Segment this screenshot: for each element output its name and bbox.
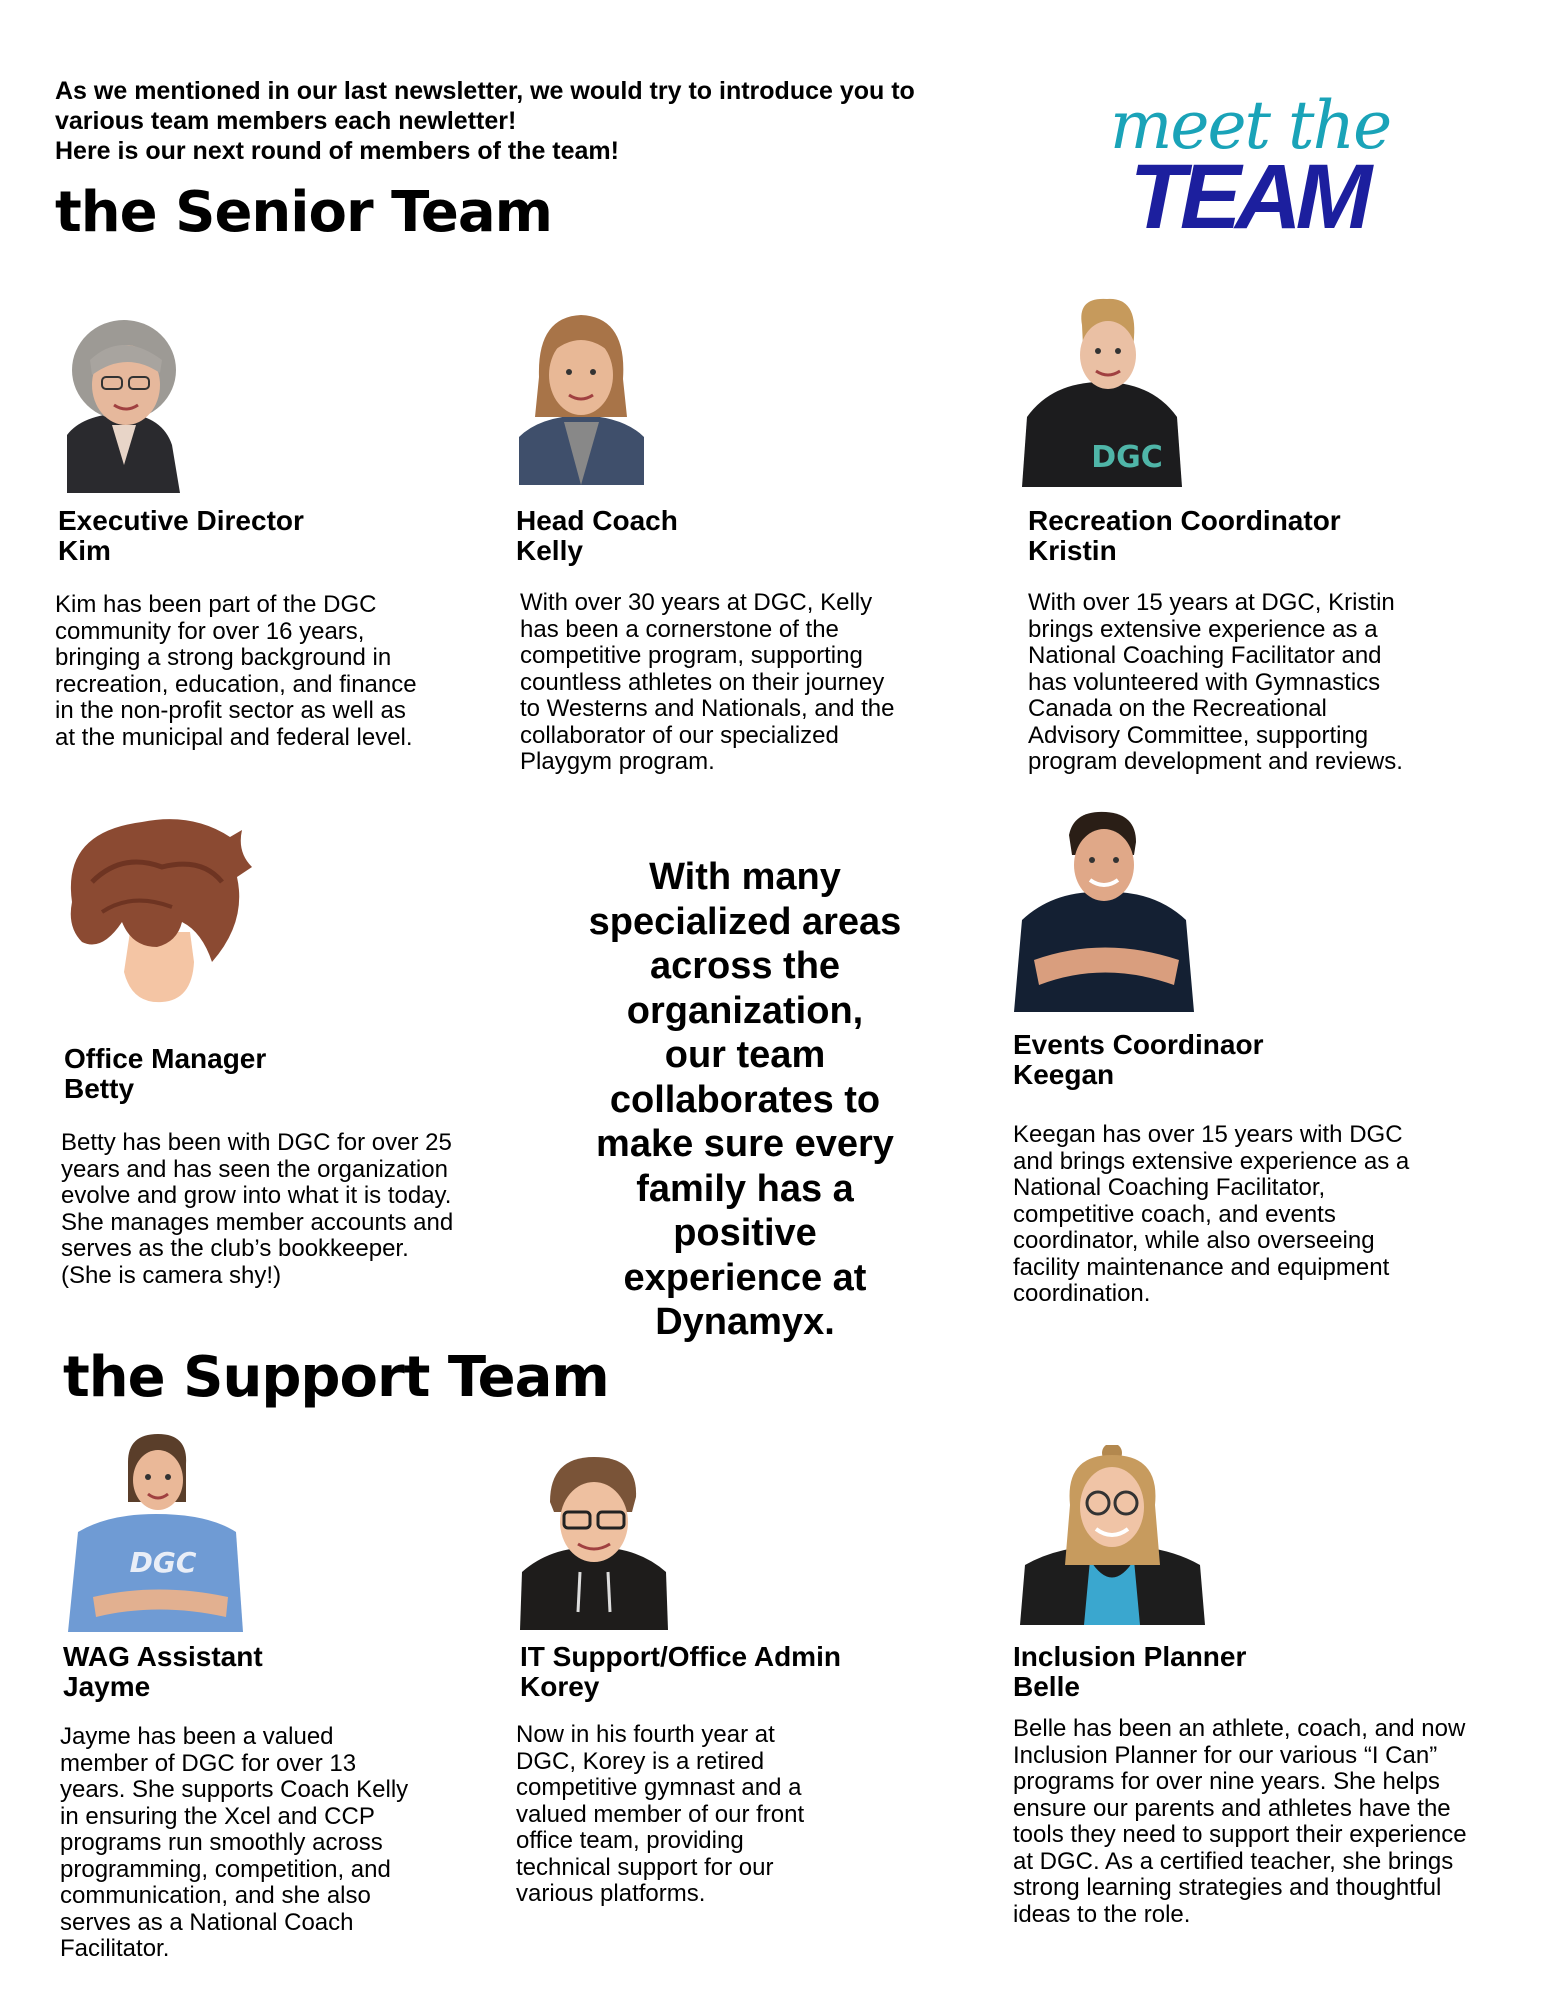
korey-bio-line: various platforms.	[516, 1880, 706, 1907]
kelly-name: Kelly	[516, 535, 583, 566]
korey-bio-line: Now in his fourth year at	[516, 1721, 775, 1748]
kristin-hoodie-text: DGC	[1091, 440, 1163, 475]
belle-bio-line: Inclusion Planner for our various “I Can”	[1013, 1741, 1438, 1769]
keegan-bio-line: Keegan has over 15 years with DGC	[1013, 1121, 1403, 1148]
korey-bio	[516, 1722, 804, 1908]
kelly-bio	[520, 590, 894, 776]
intro-line-2: various team members each newletter!	[55, 107, 517, 135]
korey-photo	[520, 1452, 668, 1630]
betty-bio-line: serves as the club’s bookkeeper.	[61, 1235, 409, 1262]
betty-bio-line: Betty has been with DGC for over 25	[61, 1129, 452, 1156]
kristin-bio-line: brings extensive experience as a	[1028, 615, 1378, 643]
quote-line: family has a	[636, 1167, 854, 1210]
belle-bio-line: tools they need to support their experience	[1013, 1821, 1467, 1848]
kim-bio-line: bringing a strong background in	[55, 644, 392, 671]
quote-line: specialized areas	[588, 900, 902, 943]
intro-line-1: As we mentioned in our last newsletter, we would try to introduce you to	[55, 77, 915, 105]
kelly-bio-line: to Westerns and Nationals, and the	[520, 695, 895, 722]
quote-line: organization,	[626, 989, 864, 1032]
kim-name: Kim	[58, 535, 111, 566]
korey-role: IT Support/Office Admin	[520, 1641, 841, 1672]
kelly-bio-line: competitive program, supporting	[520, 642, 863, 669]
jayme-bio-line: in ensuring the Xcel and CCP	[60, 1802, 375, 1830]
jayme-bio-line: member of DGC for over 13	[60, 1749, 357, 1777]
keegan-role: Events Coordinaor	[1013, 1029, 1264, 1060]
betty-name: Betty	[64, 1073, 135, 1104]
quote-line: collaborates to	[609, 1078, 881, 1121]
jayme-name: Jayme	[63, 1671, 151, 1702]
betty-bio-line: years and has seen the organization	[61, 1155, 448, 1183]
belle-bio-line: ideas to the role.	[1013, 1900, 1191, 1928]
kelly-bio-line: countless athletes on their journey	[520, 668, 885, 696]
belle-bio-line: strong learning strategies and thoughtful	[1013, 1874, 1442, 1901]
kelly-bio-line: has been a cornerstone of the	[520, 615, 839, 643]
belle-name: Belle	[1013, 1671, 1080, 1702]
korey-bio-line: DGC, Korey is a retired	[516, 1747, 765, 1775]
kristin-bio	[1028, 590, 1403, 776]
kristin-bio-line: Canada on the Recreational	[1028, 695, 1327, 722]
belle-bio-line: ensure our parents and athletes have the	[1013, 1794, 1451, 1822]
senior-team-title: the Senior Team	[55, 180, 552, 245]
kristin-bio-line: has volunteered with Gymnastics	[1028, 668, 1381, 696]
betty-role: Office Manager	[64, 1043, 267, 1074]
betty-bio	[61, 1130, 453, 1289]
quote-line: With many	[649, 856, 841, 898]
keegan-photo	[1014, 810, 1194, 1012]
kristin-role: Recreation Coordinator	[1028, 505, 1341, 536]
jayme-bio	[60, 1724, 408, 1963]
jayme-role: WAG Assistant	[63, 1641, 263, 1672]
support-team-title: the Support Team	[63, 1345, 609, 1410]
belle-role: Inclusion Planner	[1013, 1641, 1247, 1672]
kim-role: Executive Director	[58, 505, 304, 536]
quote-line: across the	[649, 945, 841, 987]
keegan-name: Keegan	[1013, 1059, 1115, 1090]
intro-line-3: Here is our next round of members of the team!	[55, 137, 619, 165]
betty-bio-line: (She is camera shy!)	[61, 1261, 282, 1289]
kristin-bio-line: With over 15 years at DGC, Kristin	[1028, 589, 1395, 616]
korey-bio-line: valued member of our front	[516, 1800, 805, 1828]
kristin-name: Kristin	[1028, 535, 1117, 566]
betty-bio-line: evolve and grow into what it is today.	[61, 1182, 452, 1209]
belle-bio-line: Belle has been an athlete, coach, and now	[1013, 1715, 1466, 1742]
jayme-bio-line: Jayme has been a valued	[60, 1723, 334, 1750]
kelly-role: Head Coach	[516, 505, 678, 536]
kristin-photo	[1022, 297, 1182, 487]
korey-name: Korey	[520, 1671, 600, 1702]
kim-bio-line: recreation, education, and finance	[55, 670, 417, 698]
betty-avatar	[62, 812, 252, 1004]
intro-text	[55, 76, 1055, 166]
keegan-bio-line: coordination.	[1013, 1280, 1151, 1307]
jayme-bio-line: communication, and she also	[60, 1882, 371, 1909]
keegan-bio-line: National Coaching Facilitator,	[1013, 1174, 1326, 1201]
belle-photo	[1020, 1445, 1205, 1625]
quote-line: make sure every	[596, 1123, 894, 1165]
korey-bio-line: technical support for our	[516, 1853, 774, 1881]
korey-bio-line: competitive gymnast and a	[516, 1774, 802, 1801]
jayme-bio-line: programming, competition, and	[60, 1855, 391, 1883]
jayme-bio-line: Facilitator.	[60, 1935, 170, 1962]
keegan-bio-line: competitive coach, and events	[1013, 1200, 1336, 1228]
meet-the-team-logo	[1100, 70, 1400, 240]
jayme-photo	[68, 1432, 243, 1632]
quote-line: our team	[664, 1034, 826, 1076]
quote-line: experience at	[623, 1256, 867, 1299]
kim-photo	[62, 315, 187, 493]
belle-bio-line: at DGC. As a certified teacher, she brings	[1013, 1847, 1454, 1875]
team-quote	[555, 855, 935, 1345]
kristin-bio-line: program development and reviews.	[1028, 748, 1403, 775]
kim-bio-line: in the non-profit sector as well as	[55, 697, 406, 724]
kim-bio	[55, 592, 417, 751]
kim-bio-line: Kim has been part of the DGC	[55, 591, 377, 618]
logo-line-2: TEAM	[1129, 146, 1367, 240]
logo-line-1: meet the	[1109, 87, 1391, 164]
jayme-bio-line: serves as a National Coach	[60, 1908, 354, 1936]
keegan-bio	[1013, 1122, 1409, 1308]
kim-bio-line: community for over 16 years,	[55, 617, 365, 645]
kristin-bio-line: Advisory Committee, supporting	[1028, 721, 1369, 749]
kelly-bio-line: Playgym program.	[520, 748, 715, 775]
jayme-shirt-text: DGC	[129, 1546, 197, 1579]
quote-line: Dynamyx.	[655, 1301, 835, 1343]
jayme-bio-line: years. She supports Coach Kelly	[60, 1776, 409, 1803]
korey-bio-line: office team, providing	[516, 1827, 744, 1854]
belle-bio-line: programs for over nine years. She helps	[1013, 1768, 1440, 1795]
quote-line: positive	[673, 1212, 817, 1254]
kristin-bio-line: National Coaching Facilitator and	[1028, 642, 1382, 669]
keegan-bio-line: and brings extensive experience as a	[1013, 1147, 1410, 1175]
kelly-bio-line: With over 30 years at DGC, Kelly	[520, 589, 873, 616]
betty-bio-line: She manages member accounts and	[61, 1208, 454, 1236]
kelly-bio-line: collaborator of our specialized	[520, 721, 839, 749]
belle-bio	[1013, 1716, 1467, 1928]
keegan-bio-line: coordinator, while also overseeing	[1013, 1227, 1375, 1254]
jayme-bio-line: programs run smoothly across	[60, 1829, 383, 1856]
keegan-bio-line: facility maintenance and equipment	[1013, 1253, 1390, 1281]
kelly-photo	[519, 307, 644, 485]
kim-bio-line: at the municipal and federal level.	[55, 723, 413, 751]
